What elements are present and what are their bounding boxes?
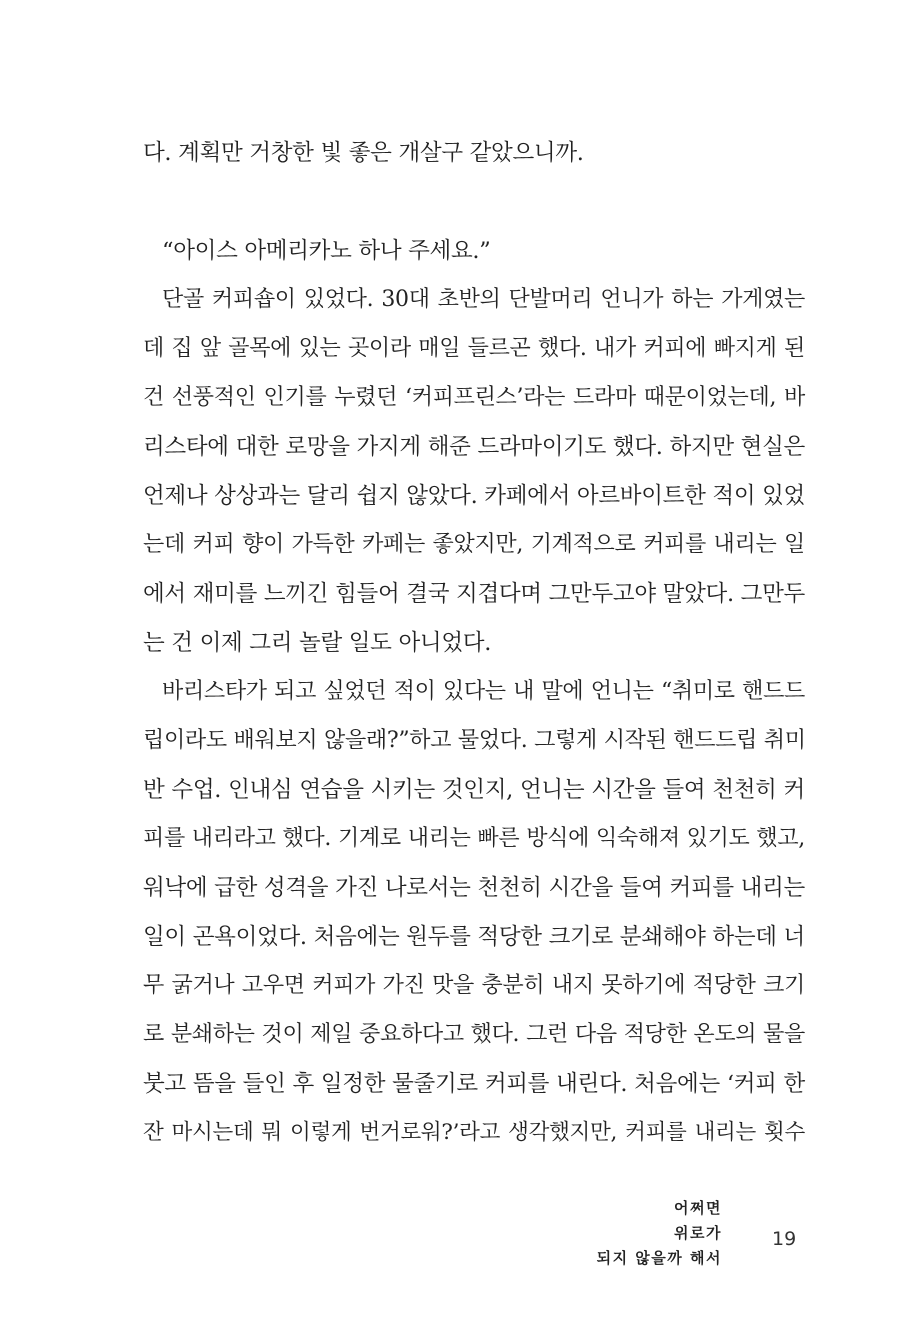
text-line: 에서 재미를 느끼긴 힘들어 결국 지겹다며 그만두고야 말았다. 그만두 <box>143 581 805 607</box>
text-line: 건 선풍적인 인기를 누렸던 ‘커피프린스’라는 드라마 때문이었는데, 바 <box>143 385 805 410</box>
text-line: 리스타에 대한 로망을 가지게 해준 드라마이기도 했다. 하지만 현실은 <box>143 434 805 460</box>
book-title-line: 되지 않을까 해서 <box>596 1249 722 1267</box>
text-line: 로 분쇄하는 것이 제일 중요하다고 했다. 그런 다음 적당한 온도의 물을 <box>143 1022 805 1047</box>
text-line: 피를 내리라고 했다. 기계로 내리는 빠른 방식에 익숙해져 있기도 했고, <box>143 826 805 851</box>
text-line: 립이라도 배워보지 않을래?”하고 물었다. 그렇게 시작된 핸드드립 취미 <box>143 728 806 753</box>
text-line: 다. 계획만 거창한 빛 좋은 개살구 같았으니까. <box>143 140 584 166</box>
text-line: 언제나 상상과는 달리 쉽지 않았다. 카페에서 아르바이트한 적이 있었 <box>143 483 805 509</box>
text-line: 잔 마시는데 뭐 이렇게 번거로워?’라고 생각했지만, 커피를 내리는 횟수 <box>143 1120 805 1145</box>
book-title-line: 위로가 <box>674 1224 722 1242</box>
text-line: 반 수업. 인내심 연습을 시키는 것인지, 언니는 시간을 들여 천천히 커 <box>143 777 805 803</box>
running-footer-book-title <box>597 1196 722 1271</box>
page-number: 19 <box>772 1228 797 1250</box>
book-title-line: 어쩌면 <box>674 1199 722 1217</box>
text-line: 일이 곤욕이었다. 처음에는 원두를 적당한 크기로 분쇄해야 하는데 너 <box>143 924 805 950</box>
text-line: 워낙에 급한 성격을 가진 나로서는 천천히 시간을 들여 커피를 내리는 <box>143 875 805 901</box>
text-line: 무 굵거나 고우면 커피가 가진 맛을 충분히 내지 못하기에 적당한 크기 <box>143 973 805 998</box>
text-line: 는데 커피 향이 가득한 카페는 좋았지만, 기계적으로 커피를 내리는 일 <box>143 532 805 557</box>
text-line: 데 집 앞 골목에 있는 곳이라 매일 들르곤 했다. 내가 커피에 빠지게 된 <box>143 336 805 361</box>
text-line: 는 건 이제 그리 놀랄 일도 아니었다. <box>143 630 492 656</box>
text-line: 붓고 뜸을 들인 후 일정한 물줄기로 커피를 내린다. 처음에는 ‘커피 한 <box>143 1071 805 1097</box>
text-line: 단골 커피숍이 있었다. 30대 초반의 단발머리 언니가 하는 가게였는 <box>162 287 805 312</box>
text-line: “아이스 아메리카노 하나 주세요.” <box>162 238 491 264</box>
text-line: 바리스타가 되고 싶었던 적이 있다는 내 말에 언니는 “취미로 핸드드 <box>162 679 805 704</box>
